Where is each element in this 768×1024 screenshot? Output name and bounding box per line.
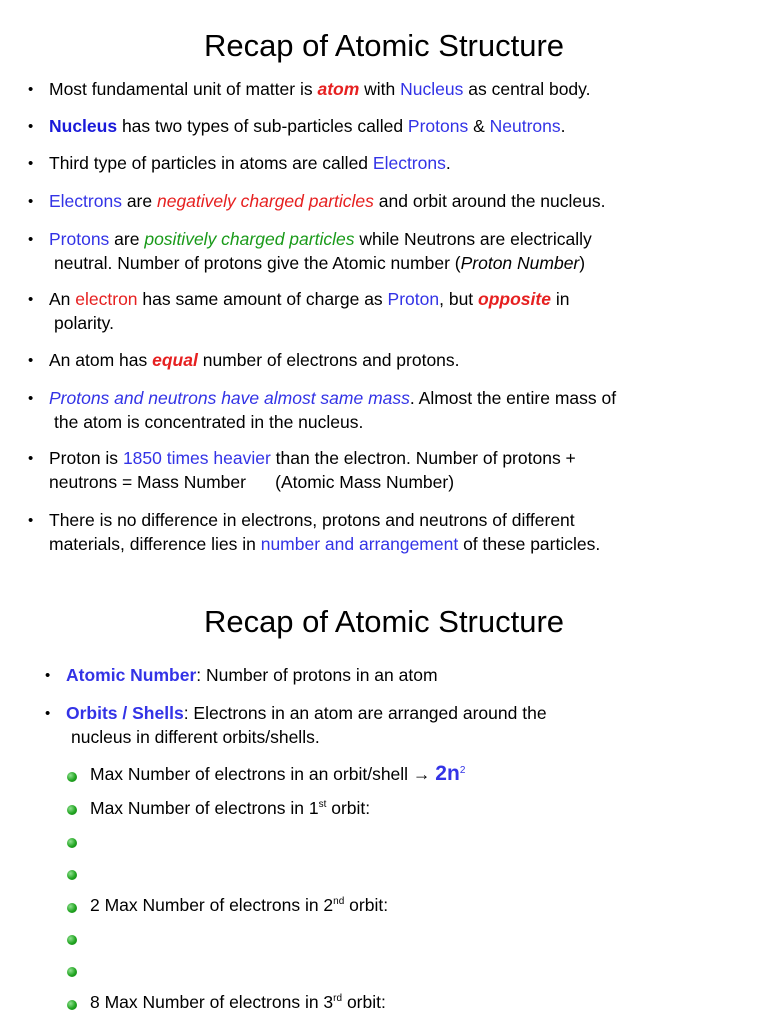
bullet-dot: • xyxy=(28,352,34,369)
formula: 2n xyxy=(435,762,460,785)
text: . Almost the entire mass of xyxy=(409,388,617,408)
bullet-dot: • xyxy=(28,512,34,529)
bullet-dot: • xyxy=(28,291,34,308)
highlight-atom: atom xyxy=(317,79,360,99)
green-bullet-icon xyxy=(67,805,77,815)
text: are xyxy=(109,229,145,249)
slide1-bullet-3 xyxy=(49,151,451,175)
highlight-orbits: Orbits / Shells xyxy=(66,703,184,723)
slide1-bullet-7 xyxy=(49,348,460,372)
text: has same amount of charge as xyxy=(137,289,388,309)
text: : Number of protons in an atom xyxy=(196,665,438,685)
text: in xyxy=(550,289,570,309)
highlight-protons: Protons xyxy=(407,116,469,136)
text: & xyxy=(468,116,490,136)
slide2-title: Recap of Atomic Structure xyxy=(203,604,565,639)
line xyxy=(49,287,569,311)
text: , but xyxy=(439,289,479,309)
green-bullet-icon xyxy=(67,1000,77,1010)
slide1-bullet-8 xyxy=(49,386,616,434)
line xyxy=(49,227,592,251)
line xyxy=(49,532,600,556)
text: with xyxy=(359,79,401,99)
bullet-dot: • xyxy=(28,118,34,135)
text: . xyxy=(560,116,566,136)
highlight-neutrons: Neutrons xyxy=(489,116,561,136)
highlight-atomic-number: Atomic Number xyxy=(66,665,197,685)
proton-number: Proton Number xyxy=(460,253,580,273)
green-bullet-icon xyxy=(67,870,77,880)
slide1-bullet-10 xyxy=(49,508,600,556)
line: the atom is concentrated in the nucleus. xyxy=(54,412,364,432)
text: . xyxy=(445,153,451,173)
line: nucleus in different orbits/shells. xyxy=(71,727,320,747)
text: Third type of particles in atoms are called xyxy=(49,153,373,173)
text: orbit: xyxy=(342,992,386,1012)
text: has two types of sub-particles called xyxy=(117,116,408,136)
bullet-dot: • xyxy=(28,81,34,98)
ordinal-suffix: st xyxy=(318,799,327,811)
text: and orbit around the nucleus. xyxy=(373,191,606,211)
text: An atom has xyxy=(49,350,153,370)
slide1-title: Recap of Atomic Structure xyxy=(203,28,565,63)
slide1-bullet-2 xyxy=(49,114,566,138)
highlight-negative: negatively charged particles xyxy=(156,191,374,211)
bullet-dot: • xyxy=(28,193,34,210)
slide2-bullet-1 xyxy=(66,663,438,687)
green-bullet-icon xyxy=(67,838,77,848)
text: : Electrons in an atom are arranged around the xyxy=(183,703,547,723)
ordinal-suffix: nd xyxy=(333,896,345,908)
text: of these particles. xyxy=(458,534,601,554)
formula-exponent: 2 xyxy=(459,765,466,777)
text: 8 Max Number of electrons in 3 xyxy=(90,992,334,1012)
line xyxy=(49,446,576,470)
bullet-dot: • xyxy=(28,450,34,467)
slide2-sub-1 xyxy=(90,762,465,786)
text: number of electrons and protons. xyxy=(197,350,460,370)
slide1-bullet-5 xyxy=(49,227,592,275)
slide2-sub-5 xyxy=(90,893,388,917)
highlight-1850: 1850 times heavier xyxy=(122,448,271,468)
text: Max Number of electrons in an orbit/shell → xyxy=(90,764,436,784)
slide2-sub-2 xyxy=(90,796,370,820)
slide1-bullet-9 xyxy=(49,446,576,494)
line: There is no difference in electrons, protons and neutrons of different xyxy=(49,510,575,530)
highlight-electron: electron xyxy=(75,289,138,309)
bullet-dot: • xyxy=(28,155,34,172)
text: as central body. xyxy=(463,79,591,99)
highlight-nucleus: Nucleus xyxy=(400,79,464,99)
line: neutrons = Mass Number (Atomic Mass Number) xyxy=(49,472,455,492)
green-bullet-icon xyxy=(67,772,77,782)
text: An xyxy=(49,289,76,309)
highlight-electrons: Electrons xyxy=(372,153,446,173)
text: materials, difference lies in xyxy=(49,534,261,554)
highlight-electrons: Electrons xyxy=(49,191,122,211)
text: are xyxy=(121,191,157,211)
text: orbit: xyxy=(326,798,371,818)
slide2-bullet-2 xyxy=(66,701,547,749)
text: ) xyxy=(579,253,586,273)
bullet-dot: • xyxy=(28,231,34,248)
slide1-bullet-6 xyxy=(49,287,569,335)
green-bullet-icon xyxy=(67,903,77,913)
highlight-equal: equal xyxy=(152,350,198,370)
bullet-dot: • xyxy=(45,667,51,684)
text: 2 Max Number of electrons in 2 xyxy=(90,895,334,915)
green-bullet-icon xyxy=(67,935,77,945)
slide1-bullet-4 xyxy=(49,189,605,213)
line xyxy=(49,386,616,410)
text: Max Number of electrons in 1 xyxy=(90,798,319,818)
bullet-dot: • xyxy=(45,705,51,722)
text: Proton is xyxy=(49,448,123,468)
highlight-mass: Protons and neutrons have almost same mass xyxy=(49,388,410,408)
line: polarity. xyxy=(54,313,114,333)
text: Most fundamental unit of matter is xyxy=(49,79,318,99)
highlight-nucleus: Nucleus xyxy=(49,116,118,136)
green-bullet-icon xyxy=(67,967,77,977)
slide2-sub-8 xyxy=(90,990,386,1014)
bullet-dot: • xyxy=(28,390,34,407)
highlight-arrangement: number and arrangement xyxy=(260,534,459,554)
highlight-opposite: opposite xyxy=(478,289,551,309)
ordinal-suffix: rd xyxy=(333,993,343,1005)
text: neutral. Number of protons give the Atomic number ( xyxy=(54,253,461,273)
line xyxy=(66,701,547,725)
highlight-protons: Protons xyxy=(49,229,110,249)
highlight-positive: positively charged particles xyxy=(144,229,355,249)
line xyxy=(49,251,592,275)
text: orbit: xyxy=(344,895,389,915)
text: than the electron. Number of protons + xyxy=(270,448,576,468)
slide1-bullet-1 xyxy=(49,77,590,101)
text: while Neutrons are electrically xyxy=(354,229,592,249)
highlight-proton: Proton xyxy=(387,289,440,309)
